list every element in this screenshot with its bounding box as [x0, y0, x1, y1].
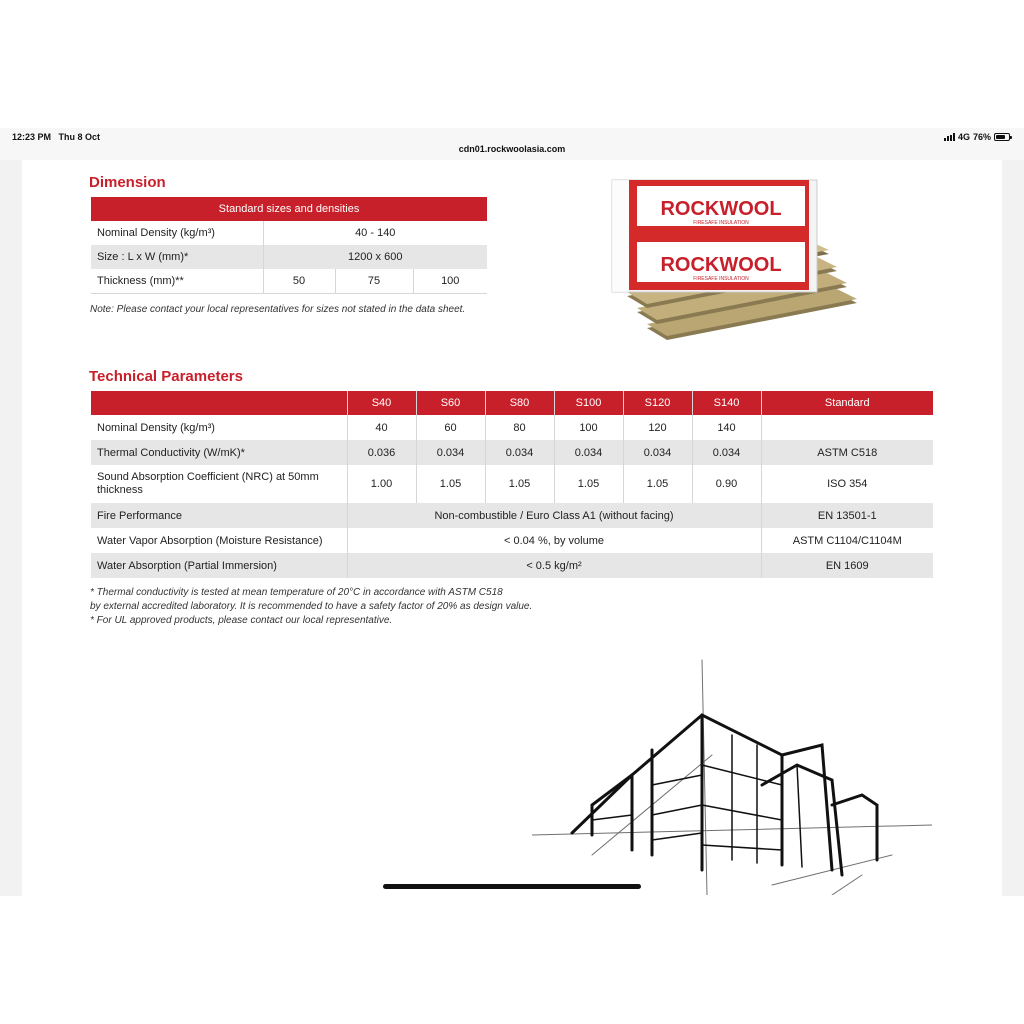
row-label: Water Absorption (Partial Immersion): [91, 553, 347, 578]
date: Thu 8 Oct: [58, 132, 101, 142]
cell: 40: [347, 415, 416, 440]
pdf-page[interactable]: [22, 160, 1002, 896]
col-header: S60: [416, 391, 485, 415]
battery-icon: [994, 133, 1010, 141]
row-label: Water Vapor Absorption (Moisture Resistance): [97, 534, 323, 547]
network-type: 4G: [957, 132, 970, 142]
table-row: [91, 465, 933, 503]
standard-cell: ISO 354: [761, 465, 933, 503]
cell: 0.034: [623, 440, 692, 465]
technical-table: [91, 391, 933, 578]
thickness-value: 50: [263, 269, 335, 293]
cell: 1.05: [485, 465, 554, 503]
home-indicator[interactable]: [383, 884, 641, 889]
col-header: S40: [347, 391, 416, 415]
row-label: Sound Absorption Coefficient (NRC) at 50mm thickness: [97, 471, 319, 496]
cell: 0.034: [416, 440, 485, 465]
dim-label: Size : L x W (mm)*: [91, 245, 263, 269]
table-row: [91, 528, 933, 553]
row-label: Nominal Density (kg/m³): [97, 421, 215, 434]
cell: 0.034: [692, 440, 761, 465]
cell: 0.90: [692, 465, 761, 503]
footnotes: [90, 586, 532, 628]
standard-cell: EN 1609: [761, 553, 933, 578]
dimension-note: Note: Please contact your local representatives for sizes not stated in the data sheet.: [90, 304, 466, 315]
building-sketch: [532, 655, 932, 895]
product-image: [607, 178, 857, 348]
table-row: [91, 553, 933, 578]
dimension-title: Dimension: [89, 174, 166, 191]
brand-logo-bottom: ROCKWOOL: [660, 254, 782, 276]
brand-tagline-bottom: FIRESAFE INSULATION: [693, 276, 749, 282]
standard-cell: [761, 415, 933, 440]
cell: 120: [623, 415, 692, 440]
merged-cell: < 0.5 kg/m²: [347, 553, 761, 578]
dim-label: Nominal Density (kg/m³): [97, 227, 215, 239]
table-row: [91, 415, 933, 440]
cell: 0.034: [485, 440, 554, 465]
thickness-value: 75: [335, 269, 413, 293]
col-header: S120: [623, 391, 692, 415]
table-row: [91, 503, 933, 528]
cell: 1.05: [554, 465, 623, 503]
cell: 1.05: [623, 465, 692, 503]
cell: 0.034: [554, 440, 623, 465]
dimension-table: [91, 197, 487, 294]
dimension-header: Standard sizes and densities: [91, 197, 487, 221]
merged-cell: Non-combustible / Euro Class A1 (without facing): [347, 503, 761, 528]
status-time: [12, 132, 100, 142]
brand-tagline-top: FIRESAFE INSULATION: [693, 220, 749, 226]
signal-icon: [944, 133, 955, 141]
cell: 1.05: [416, 465, 485, 503]
dim-label: Thickness (mm)**: [91, 269, 263, 293]
dim-value: 40 - 140: [263, 221, 487, 245]
row-label: Fire Performance: [91, 503, 347, 528]
merged-cell: < 0.04 %, by volume: [347, 528, 761, 553]
address-bar-url[interactable]: cdn01.rockwoolasia.com: [458, 144, 566, 154]
cell: 0.036: [347, 440, 416, 465]
cell: 60: [416, 415, 485, 440]
clock: 12:23 PM: [12, 132, 52, 142]
col-header: S140: [692, 391, 761, 415]
cell: 1.00: [347, 465, 416, 503]
standard-cell: ASTM C518: [761, 440, 933, 465]
brand-logo-top: ROCKWOOL: [660, 198, 782, 220]
col-header: S80: [485, 391, 554, 415]
tablet-screen: [0, 128, 1024, 896]
header-blank: [91, 391, 347, 415]
footnote: * For UL approved products, please contact our local representative.: [90, 615, 393, 626]
footnote: by external accredited laboratory. It is recommended to have a safety factor of 20% as design value.: [90, 601, 533, 612]
status-indicators: [944, 132, 1010, 142]
cell: 100: [554, 415, 623, 440]
standard-cell: ASTM C1104/C1104M: [761, 528, 933, 553]
row-label: Thermal Conductivity (W/mK)*: [91, 440, 347, 465]
col-header: S100: [554, 391, 623, 415]
status-bar: [0, 128, 1024, 160]
col-header: Standard: [761, 391, 933, 415]
cell: 80: [485, 415, 554, 440]
table-row: [91, 440, 933, 465]
dim-value: 1200 x 600: [263, 245, 487, 269]
footnote: * Thermal conductivity is tested at mean temperature of 20°C in accordance with ASTM C518: [90, 587, 503, 598]
cell: 140: [692, 415, 761, 440]
technical-title: Technical Parameters: [89, 368, 243, 385]
thickness-value: 100: [413, 269, 487, 293]
battery-percent: 76%: [972, 132, 991, 142]
package: [612, 180, 817, 292]
standard-cell: EN 13501-1: [761, 503, 933, 528]
